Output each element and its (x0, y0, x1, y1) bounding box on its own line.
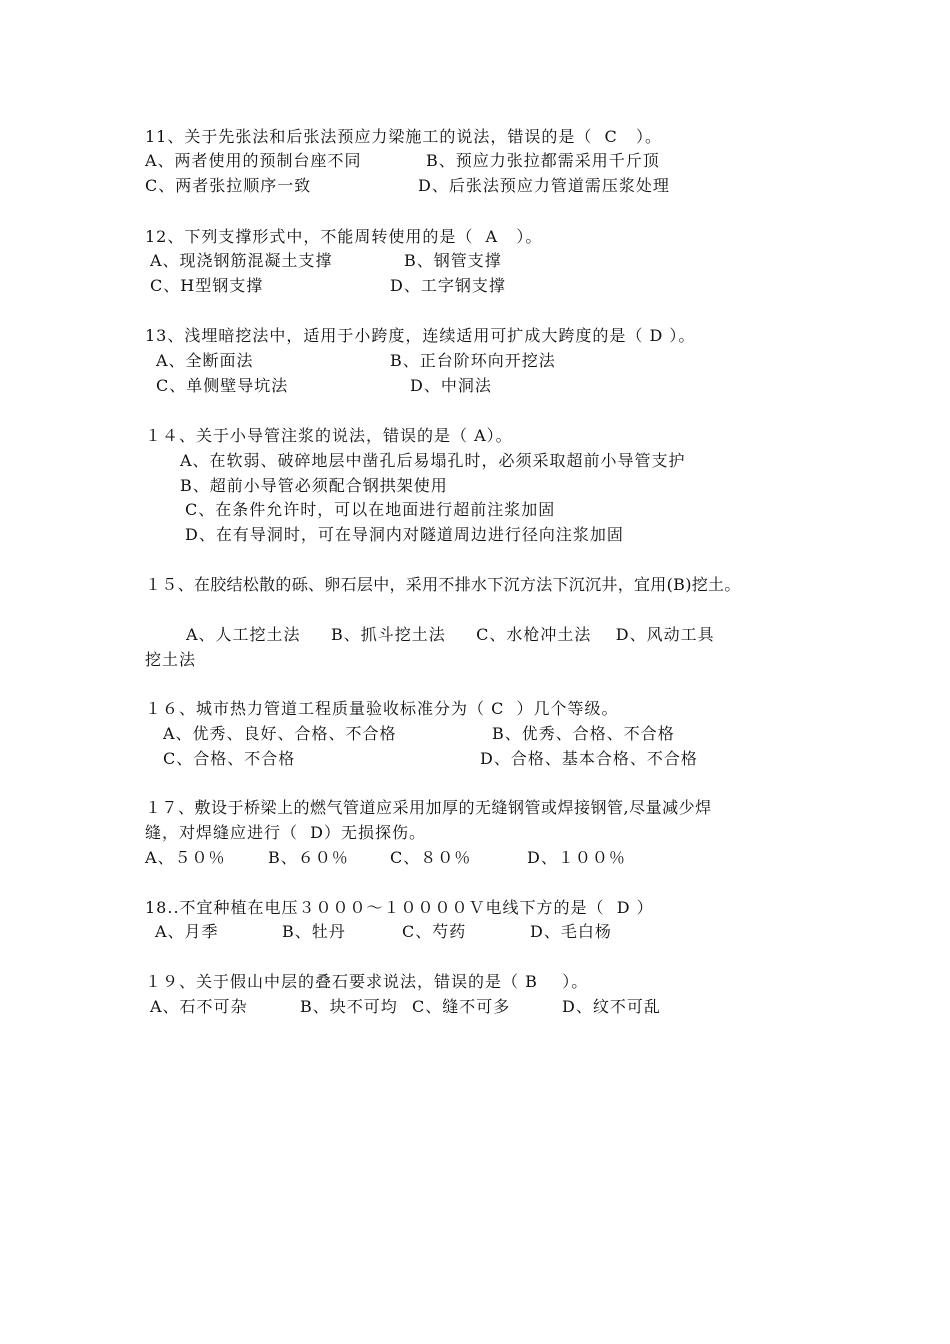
question-13-option-a: A、全断面法 (156, 351, 254, 370)
question-12-option-b: B、钢管支撑 (404, 251, 502, 270)
question-15-options-wrap: 挖土法 (145, 650, 197, 669)
question-12-stem: 12、下列支撑形式中，不能周转使用的是（ A ）。 (145, 227, 543, 246)
question-17-option-a: A、５０％ (145, 848, 226, 867)
question-12-option-d: D、工字钢支撑 (390, 276, 506, 295)
question-11-option-d: D、后张法预应力管道需压浆处理 (418, 176, 670, 195)
question-11-stem: 11、关于先张法和后张法预应力梁施工的说法，错误的是（ C ）。 (145, 127, 663, 146)
question-14-option-c: C、在条件允许时，可以在地面进行超前注浆加固 (185, 500, 556, 519)
question-19-option-d: D、纹不可乱 (562, 997, 661, 1016)
question-19-option-c: C、缝不可多 (412, 997, 511, 1016)
question-17-stem-line2: 缝，对焊缝应进行（ D）无损探伤。 (145, 823, 427, 842)
question-17-option-d: D、１００％ (527, 848, 626, 867)
question-13-option-d: D、中洞法 (410, 376, 492, 395)
question-12-option-a: A、现浇钢筋混凝土支撑 (150, 251, 333, 270)
question-16-stem: １６、城市热力管道工程质量验收标准分为（ C ）几个等级。 (145, 699, 619, 718)
question-19-option-a: A、石不可杂 (150, 997, 248, 1016)
question-17-stem-line1: １７、敷设于桥梁上的燃气管道应采用加厚的无缝钢管或焊接钢管,尽量减少焊 (145, 798, 712, 817)
question-18-option-d: D、毛白杨 (530, 922, 612, 941)
question-18-option-c: C、芍药 (402, 922, 467, 941)
question-13-option-c: C、单侧壁导坑法 (156, 376, 289, 395)
question-15-stem: １５、在胶结松散的砾、卵石层中，采用不排水下沉方法下沉沉井，宜用(B)挖土。 (145, 575, 741, 594)
question-17-option-b: B、６０％ (268, 848, 349, 867)
question-11-option-b: B、预应力张拉都需采用千斤顶 (426, 151, 660, 170)
question-15-options: A、人工挖土法 B、抓斗挖土法 C、水枪冲土法 D、风动工具 (186, 625, 715, 644)
question-18-stem: 18..不宜种植在电压３０００～１００００Ｖ电线下方的是（ D ） (145, 898, 654, 917)
question-16-option-a: A、优秀、良好、合格、不合格 (163, 724, 397, 743)
question-16-option-b: B、优秀、合格、不合格 (492, 724, 675, 743)
question-19-stem: １９、关于假山中层的叠石要求说法，错误的是（ B ）。 (145, 972, 589, 991)
question-19-option-b: B、块不可均 (300, 997, 398, 1016)
question-11-option-a: A、两者使用的预制台座不同 (145, 151, 362, 170)
question-14-option-d: D、在有导洞时，可在导洞内对隧道周边进行径向注浆加固 (185, 525, 624, 544)
question-13-option-b: B、正台阶环向开挖法 (390, 351, 556, 370)
question-12-option-c: C、H型钢支撑 (150, 276, 264, 295)
question-11-option-c: C、两者张拉顺序一致 (145, 176, 312, 195)
question-18-option-b: B、牡丹 (282, 922, 346, 941)
question-14-option-b: B、超前小导管必须配合钢拱架使用 (180, 476, 448, 495)
question-14-stem: １４、关于小导管注浆的说法，错误的是（ A）。 (145, 426, 513, 445)
question-17-option-c: C、８０％ (390, 848, 472, 867)
question-13-stem: 13、浅埋暗挖法中，适用于小跨度，连续适用可扩成大跨度的是（ D ）。 (145, 326, 696, 345)
question-14-option-a: A、在软弱、破碎地层中凿孔后易塌孔时，必须采取超前小导管支护 (180, 451, 686, 470)
question-16-option-c: C、合格、不合格 (163, 749, 296, 768)
question-18-option-a: A、月季 (155, 922, 219, 941)
question-16-option-d: D、合格、基本合格、不合格 (480, 749, 698, 768)
